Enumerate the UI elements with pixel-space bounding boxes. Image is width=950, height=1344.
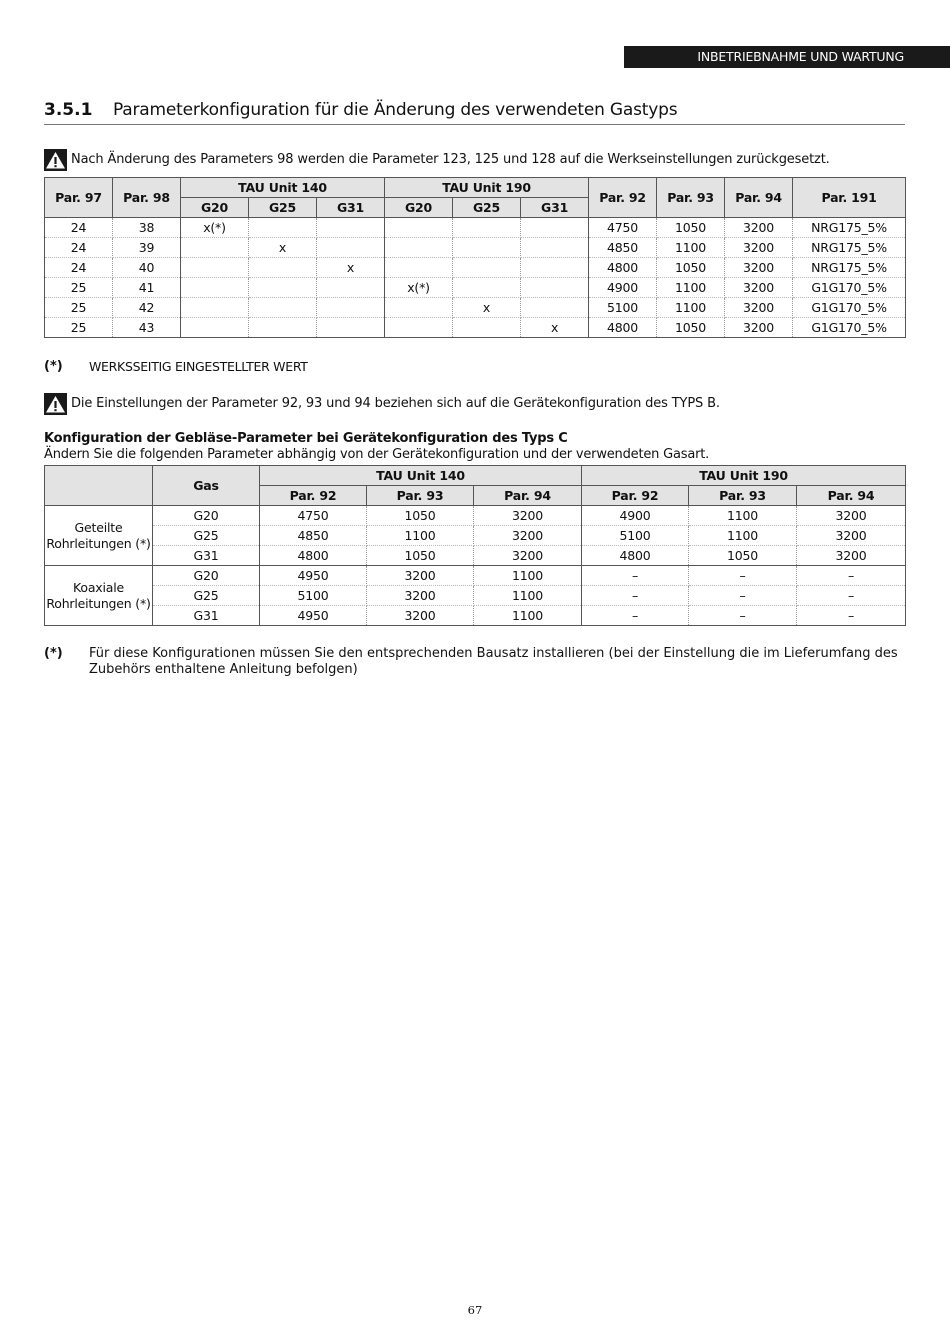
table-cell: –: [797, 586, 906, 606]
table-cell: [249, 218, 317, 238]
table-cell: 25: [45, 298, 113, 318]
table-cell: [181, 278, 249, 298]
table-cell: 1100: [367, 526, 474, 546]
header-tau140: TAU Unit 140: [260, 466, 582, 486]
table-cell: 39: [113, 238, 181, 258]
subheader-gas: G25: [249, 198, 317, 218]
section-tab-label: INBETRIEBNAHME UND WARTUNG: [624, 46, 950, 68]
table-cell: 3200: [725, 218, 793, 238]
header-tau190: TAU Unit 190: [582, 466, 906, 486]
footnote-text: Für diese Konfigurationen müssen Sie den entsprechenden Bausatz installieren (bei der Einstellung die im Lieferumfang des Zubehörs enthaltene Anleitung befolgen): [89, 646, 898, 677]
table-cell: NRG175_5%: [793, 258, 906, 278]
table-cell: 3200: [367, 566, 474, 586]
subheader-par: Par. 94: [474, 486, 582, 506]
table-cell: x: [317, 258, 385, 278]
table-cell: 4800: [260, 546, 367, 566]
subheader-gas: G31: [317, 198, 385, 218]
table-row: [45, 526, 906, 546]
table-cell: [317, 238, 385, 258]
table-cell: [249, 258, 317, 278]
table-cell: 4750: [589, 218, 657, 238]
warning-icon: [44, 149, 67, 171]
table-cell: [453, 218, 521, 238]
table-row: [45, 278, 906, 298]
table-cell: 38: [113, 218, 181, 238]
footnote-mark: (*): [44, 359, 63, 374]
table-cell: 1100: [657, 298, 725, 318]
table-cell: –: [689, 606, 797, 626]
table-row: [45, 566, 906, 586]
table-cell: [181, 318, 249, 338]
table-cell: 1100: [474, 566, 582, 586]
table-cell: –: [582, 566, 689, 586]
table-cell: 24: [45, 258, 113, 278]
table-cell: 1100: [657, 238, 725, 258]
table-cell: [249, 298, 317, 318]
table-row: [45, 546, 906, 566]
table-cell: [521, 298, 589, 318]
fan-config-intro: [44, 431, 709, 463]
table-cell: [317, 298, 385, 318]
table-cell: [385, 258, 453, 278]
table-cell: [317, 278, 385, 298]
table-cell: 3200: [367, 586, 474, 606]
warning-reset-text: Nach Änderung des Parameters 98 werden die Parameter 123, 125 und 128 auf die Werkseinstellungen zurückgesetzt.: [71, 152, 830, 167]
table-cell: [385, 318, 453, 338]
table-cell: 4800: [589, 258, 657, 278]
table-cell: NRG175_5%: [793, 238, 906, 258]
fan-parameter-table: [44, 465, 906, 626]
warning-typ-b-text: Die Einstellungen der Parameter 92, 93 und 94 beziehen sich auf die Gerätekonfiguration des TYPS B.: [71, 396, 720, 411]
table-row: [45, 586, 906, 606]
subheader-par: Par. 94: [797, 486, 906, 506]
fan-config-heading: Konfiguration der Gebläse-Parameter bei Gerätekonfiguration des Typs C: [44, 431, 568, 446]
subheader-gas: G25: [453, 198, 521, 218]
table-cell: 1050: [657, 318, 725, 338]
table-cell: G1G170_5%: [793, 298, 906, 318]
subheader-par: Par. 92: [582, 486, 689, 506]
warning-typ-b-note: [44, 393, 720, 415]
table-cell: 1100: [689, 526, 797, 546]
table-cell: [181, 298, 249, 318]
table-cell: 4850: [589, 238, 657, 258]
table-cell: 24: [45, 238, 113, 258]
table-cell: [317, 218, 385, 238]
table-cell: G20: [153, 566, 260, 586]
subheader-gas: G20: [181, 198, 249, 218]
subheader-par: Par. 92: [260, 486, 367, 506]
table-cell: 43: [113, 318, 181, 338]
subheader-gas: G31: [521, 198, 589, 218]
table-cell: 4800: [589, 318, 657, 338]
table-cell: [521, 258, 589, 278]
table-cell: 3200: [725, 298, 793, 318]
table-cell: [453, 278, 521, 298]
pipe-config-label: Koaxiale Rohrleitungen (*): [45, 566, 153, 626]
table-cell: NRG175_5%: [793, 218, 906, 238]
table-cell: x(*): [181, 218, 249, 238]
table-cell: [453, 238, 521, 258]
table-cell: [521, 278, 589, 298]
table-cell: 1050: [367, 506, 474, 526]
table-cell: –: [689, 566, 797, 586]
table-cell: 3200: [725, 278, 793, 298]
table-cell: x: [249, 238, 317, 258]
table-cell: 1050: [657, 258, 725, 278]
header-par97: Par. 97: [45, 178, 113, 218]
table-cell: 1100: [474, 586, 582, 606]
table-cell: 42: [113, 298, 181, 318]
header-par93: Par. 93: [657, 178, 725, 218]
table-cell: [385, 298, 453, 318]
table-cell: 1050: [689, 546, 797, 566]
header-empty: [45, 466, 153, 506]
subheader-par: Par. 93: [689, 486, 797, 506]
table-cell: 1100: [657, 278, 725, 298]
header-par94: Par. 94: [725, 178, 793, 218]
table-cell: 3200: [797, 546, 906, 566]
table-cell: [181, 238, 249, 258]
table-cell: –: [582, 606, 689, 626]
table-cell: G20: [153, 506, 260, 526]
table-cell: 1050: [657, 218, 725, 238]
table-cell: G25: [153, 526, 260, 546]
table-cell: [521, 238, 589, 258]
table-cell: 4950: [260, 566, 367, 586]
table-cell: –: [582, 586, 689, 606]
table-cell: [249, 278, 317, 298]
table-cell: [317, 318, 385, 338]
table-cell: G1G170_5%: [793, 318, 906, 338]
table-cell: 4900: [589, 278, 657, 298]
table-cell: 5100: [589, 298, 657, 318]
table-row: [45, 218, 906, 238]
table-cell: 3200: [474, 526, 582, 546]
table-row: [45, 238, 906, 258]
table-cell: 3200: [797, 526, 906, 546]
section-number: 3.5.1: [44, 100, 93, 120]
table-cell: x: [521, 318, 589, 338]
table-cell: 4750: [260, 506, 367, 526]
footnote-text: WERKSSEITIG EINGESTELLTER WERT: [89, 359, 308, 374]
header-gas: Gas: [153, 466, 260, 506]
table-cell: 25: [45, 318, 113, 338]
header-par92: Par. 92: [589, 178, 657, 218]
table-cell: [249, 318, 317, 338]
gas-parameter-table: [44, 177, 906, 338]
table-cell: [453, 318, 521, 338]
table-cell: 3200: [367, 606, 474, 626]
table-cell: [385, 238, 453, 258]
table-cell: 4800: [582, 546, 689, 566]
table-cell: [453, 258, 521, 278]
table-cell: G25: [153, 586, 260, 606]
table-cell: –: [689, 586, 797, 606]
table-cell: 4950: [260, 606, 367, 626]
footnote-mark: (*): [44, 646, 63, 661]
table-cell: 5100: [582, 526, 689, 546]
table-row: [45, 318, 906, 338]
table-cell: 1100: [689, 506, 797, 526]
header-par98: Par. 98: [113, 178, 181, 218]
header-par191: Par. 191: [793, 178, 906, 218]
table-cell: x: [453, 298, 521, 318]
fan-config-text: Ändern Sie die folgenden Parameter abhängig von der Gerätekonfiguration und der verwendeten Gasart.: [44, 447, 710, 462]
table-cell: 3200: [725, 258, 793, 278]
table-row: [45, 606, 906, 626]
table-cell: [385, 218, 453, 238]
table-cell: 3200: [474, 506, 582, 526]
table-cell: 1050: [367, 546, 474, 566]
table-row: [45, 298, 906, 318]
table-cell: [181, 258, 249, 278]
table-row: [45, 506, 906, 526]
table-cell: 3200: [474, 546, 582, 566]
table-cell: x(*): [385, 278, 453, 298]
table-cell: 5100: [260, 586, 367, 606]
warning-icon: [44, 393, 67, 415]
section-heading: [44, 98, 905, 125]
header-tau190: TAU Unit 190: [385, 178, 589, 198]
table-cell: –: [797, 606, 906, 626]
table-cell: G31: [153, 546, 260, 566]
table-cell: 1100: [474, 606, 582, 626]
table-cell: 40: [113, 258, 181, 278]
table-cell: 41: [113, 278, 181, 298]
table-cell: G31: [153, 606, 260, 626]
pipe-config-label: Geteilte Rohrleitungen (*): [45, 506, 153, 566]
table-cell: 3200: [797, 506, 906, 526]
subheader-gas: G20: [385, 198, 453, 218]
table-cell: 25: [45, 278, 113, 298]
table-cell: 3200: [725, 238, 793, 258]
table-cell: [521, 218, 589, 238]
table-cell: 3200: [725, 318, 793, 338]
table-cell: –: [797, 566, 906, 586]
table-row: [45, 258, 906, 278]
subheader-par: Par. 93: [367, 486, 474, 506]
warning-reset-note: [44, 149, 830, 171]
header-tau140: TAU Unit 140: [181, 178, 385, 198]
table-cell: 4850: [260, 526, 367, 546]
table-cell: G1G170_5%: [793, 278, 906, 298]
table-cell: 24: [45, 218, 113, 238]
page-number: 67: [467, 1303, 483, 1317]
table-cell: 4900: [582, 506, 689, 526]
section-title: Parameterkonfiguration für die Änderung des verwendeten Gastyps: [113, 100, 678, 120]
